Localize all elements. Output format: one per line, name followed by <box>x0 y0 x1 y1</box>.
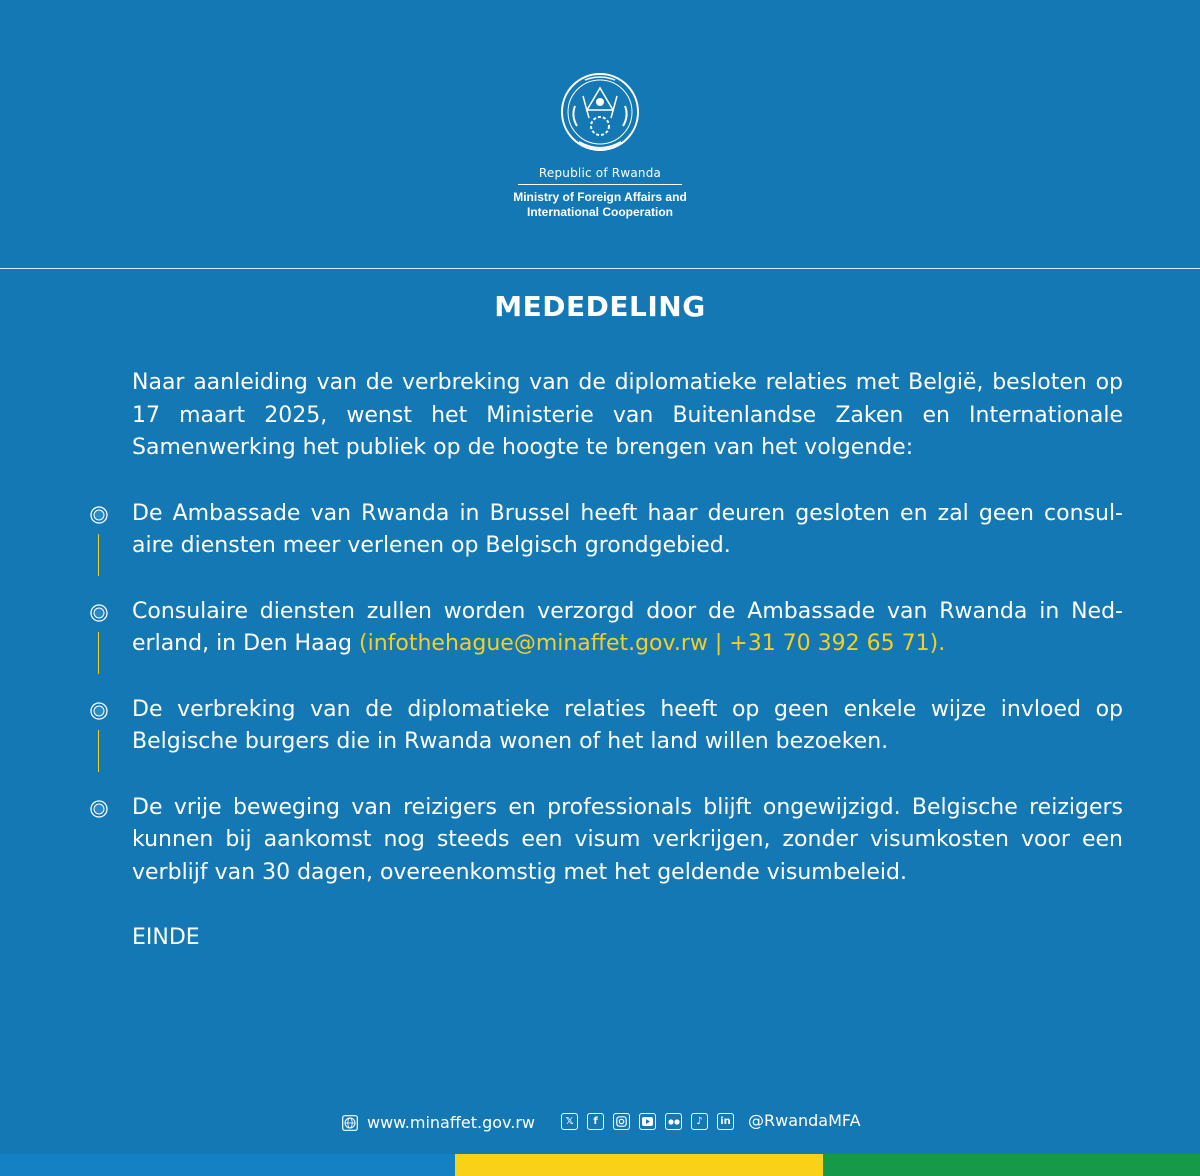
social-handle[interactable]: @RwandaMFA <box>748 1111 861 1130</box>
flag-stripe-blue <box>0 1154 455 1176</box>
ministry-line-1: Ministry of Foreign Affairs and <box>513 190 687 204</box>
bullet-item <box>132 498 1123 563</box>
circle-bullet-icon <box>90 604 108 622</box>
flag-stripe-yellow <box>455 1154 823 1176</box>
bullet-connector-line <box>98 632 99 674</box>
website-link[interactable]: www.minaffet.gov.rw <box>367 1113 535 1132</box>
header-divider <box>0 268 1200 269</box>
bullet-connector-line <box>98 730 99 772</box>
circle-bullet-icon <box>90 506 108 524</box>
header <box>0 0 1200 268</box>
page-title: MEDEDELING <box>494 290 706 323</box>
contact-highlight[interactable]: (infothehague@minaffet.gov.rw | +31 70 392 65 71). <box>359 631 946 656</box>
bullet-item <box>132 694 1123 759</box>
bullet-item <box>132 792 1123 890</box>
end-label: EINDE <box>132 925 200 950</box>
bullet-text: De verbreking van de diplomatieke relaties heeft op geen enkele wijze invloed op Belgische burgers die in Rwanda wonen of het land willen bezoeken. <box>132 696 1123 754</box>
bullet-text: De Ambassade van Rwanda in Brussel heeft haar deuren gesloten en zal geen consul-aire diensten meer verlenen op Belgisch grondgebied. <box>132 500 1123 558</box>
x-icon[interactable]: 𝕏 <box>561 1113 578 1130</box>
footer <box>0 1110 1200 1136</box>
linkedin-icon[interactable]: in <box>717 1113 734 1130</box>
announcement-body <box>132 367 1123 955</box>
republic-label: Republic of Rwanda <box>538 166 662 180</box>
bullet-text-main: Consulaire diensten zullen worden verzorgd door de Ambassade van Rwanda in Ned-erland, in Den Haag <box>132 598 1123 656</box>
header-rule <box>518 184 682 185</box>
flag-stripe-green <box>823 1154 1200 1176</box>
circle-bullet-icon <box>90 800 108 818</box>
facebook-icon[interactable]: f <box>587 1113 604 1130</box>
bullet-item <box>132 596 1123 661</box>
rwanda-coat-of-arms-icon <box>557 72 643 162</box>
bullet-connector-line <box>98 534 99 576</box>
globe-icon <box>342 1115 358 1131</box>
ministry-line-2: International Cooperation <box>526 205 673 219</box>
youtube-icon[interactable] <box>639 1113 656 1130</box>
social-icons <box>561 1113 734 1130</box>
ministry-name <box>0 190 1200 220</box>
circle-bullet-icon <box>90 702 108 720</box>
instagram-icon[interactable] <box>613 1113 630 1130</box>
bullet-text: De vrije beweging van reizigers en professionals blijft ongewijzigd. Belgische reizigers kunnen bij aankomst nog steeds een visum verkrijgen, zonder visumkosten voor een verblijf van 30 dagen, overeenkomstig met het geldende visumbeleid. <box>132 794 1123 885</box>
flickr-icon[interactable] <box>665 1113 682 1130</box>
intro-paragraph: Naar aanleiding van de verbreking van de diplomatieke relaties met België, besloten op 17 maart 2025, wenst het Ministerie van Buitenlandse Zaken en Internationale Samenwerking het publiek op de hoogte te brengen van het volgende: <box>132 370 1123 460</box>
bullet-text <box>132 596 1123 661</box>
tiktok-icon[interactable]: ♪ <box>691 1113 708 1130</box>
